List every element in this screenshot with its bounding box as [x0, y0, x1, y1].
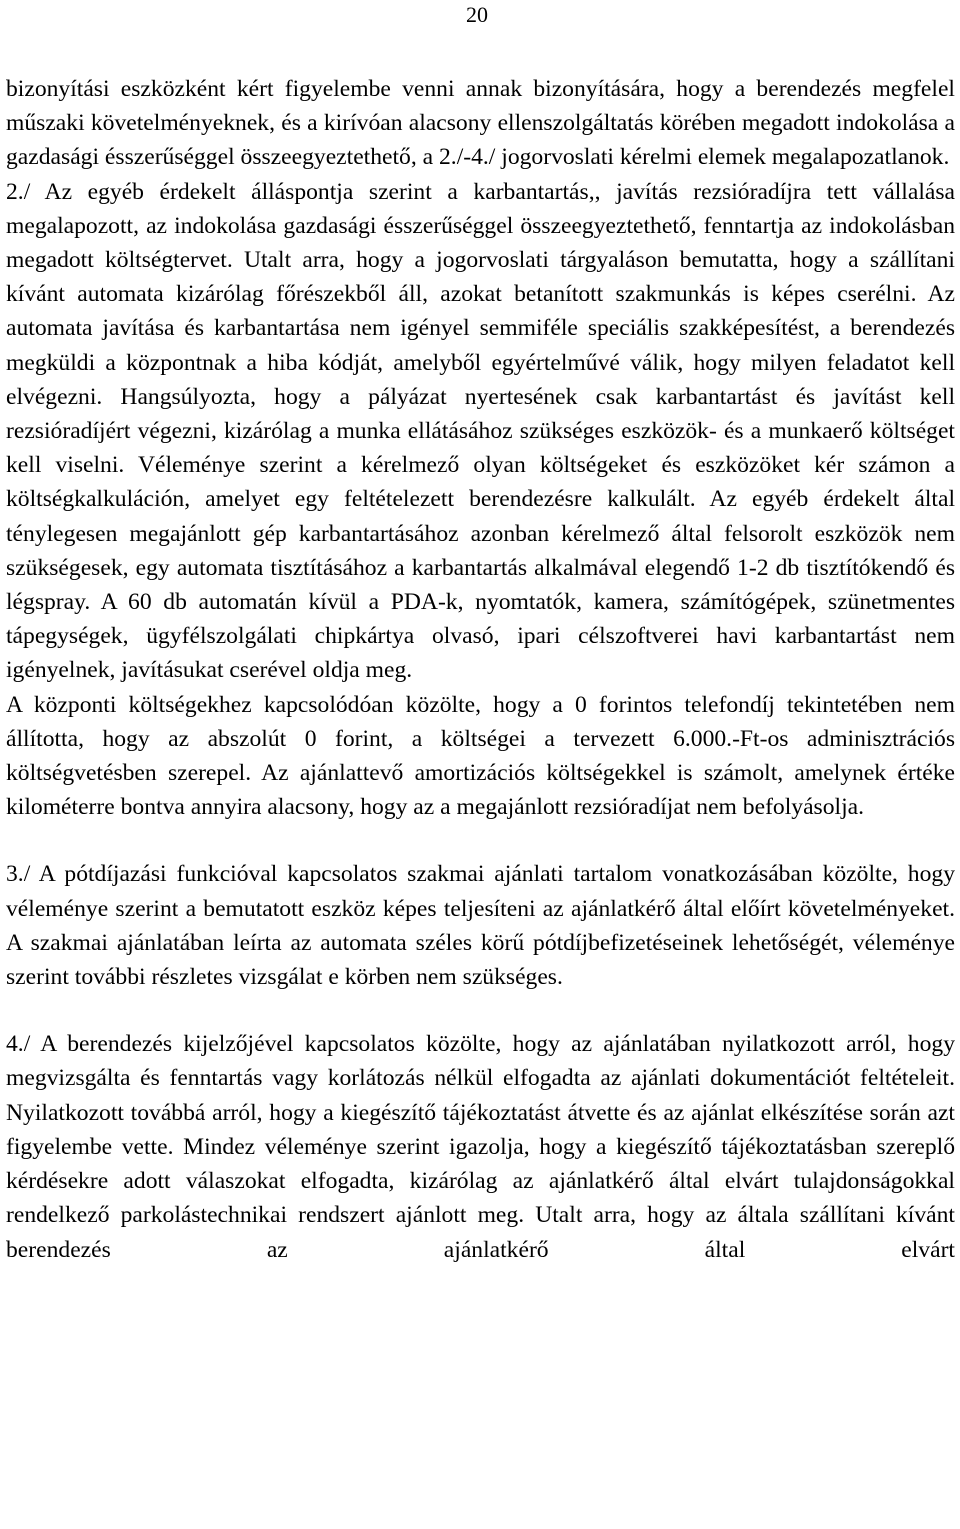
paragraph-3: A központi költségekhez kapcsolódóan közölte, hogy a 0 forintos telefondíj tekintetében nem állította, hogy az abszolút 0 forint, a költségei a tervezett 6.000.-Ft-os adminisztrációs költségvetésben szerepel. Az ajánlattevő amortizációs költségekkel is számolt, amelynek értéke kilométerre bontva annyira alacsony, hogy az a megajánlott rezsióradíjat nem befolyásolja. — [6, 691, 955, 821]
page-number: 20 — [466, 2, 488, 27]
paragraph-4: 3./ A pótdíjazási funkcióval kapcsolatos szakmai ajánlati tartalom vonatkozásában közölte, hogy véleménye szerint a bemutatott eszköz képes teljesíteni az ajánlatkérő által előírt követelményeket. A szakmai ajánlatában leírta az automata széles körű pótdíjbefizetéseinek lehetőségét, véleménye szerint további részletes vizsgálat e körben nem szükséges. — [6, 861, 955, 991]
paragraph-gap — [6, 824, 955, 857]
paragraph-2: 2./ Az egyéb érdekelt álláspontja szerint a karbantartás,, javítás rezsióradíjra tett vállalása megalapozott, az indokolása gazdasági ésszerűséggel összeegyeztethető, fenntartja az indokolásban megadott költségtervet. Utalt arra, hogy a jogorvoslati tárgyaláson bemutatta, hogy a szállítani kívánt automata kizárólag főrészekből áll, azokat betanított szakmunkás is képes cserélni. Az automata javítása és karbantartása nem igényel semmiféle speciális szakképesítést, a berendezés megküldi a központnak a hiba kódját, amelyből egyértelművé válik, hogy milyen feladatot kell elvégezni. Hangsúlyozta, hogy a pályázat nyertesének csak karbantartást és javítást kell rezsióradíjért végezni, kizárólag a munka ellátásához szükséges eszközök- és a munkaerő költséget kell viselni. Véleménye szerint a kérelmező olyan költségeket és eszközöket kér számon a költségkalkuláción, amelyet egy feltételezett berendezésre kalkulált. Az egyéb érdekelt által ténylegesen megajánlott gép karbantartásához azonban kérelmező által felsorolt eszközök nem szükségesek, egy automata tisztításához a karbantartás alkalmával elegendő 1-2 db tisztítókendő és légspray. A 60 db automatán kívül a PDA-k, nyomtatók, kamera, számítógépek, szünetmentes tápegységek, ügyfélszolgálati chipkártya olvasó, ipari célszoftverei havi karbantartást nem igényelnek, javításukat cserével oldja meg. — [6, 178, 955, 684]
document-body — [6, 72, 955, 1267]
paragraph-1: bizonyítási eszközként kért figyelembe venni annak bizonyítására, hogy a berendezés megfelel műszaki követelményeknek, és a kirívóan alacsony ellenszolgáltatás körében megadott indokolása a gazdasági ésszerűséggel összeegyeztethető, a 2./-4./ jogorvoslati kérelmi elemek megalapozatlanok. — [6, 76, 955, 171]
paragraph-5: 4./ A berendezés kijelzőjével kapcsolatos közölte, hogy az ajánlatában nyilatkozott arról, hogy megvizsgálta és fenntartás vagy korlátozás nélkül elfogadta az ajánlati dokumentációt feltételeit. Nyilatkozott továbbá arról, hogy a kiegészítő tájékoztatást átvette és az ajánlat elkészítése során azt figyelembe vette. Mindez véleménye szerint igazolja, hogy a kiegészítő tájékoztatásban szereplő kérdésekre adott válaszokat elfogadta, kizárólag az ajánlatkérő által elvárt tulajdonságokkal rendelkező parkolástechnikai rendszert ajánlott meg. Utalt arra, hogy az általa szállítani kívánt berendezés az ajánlatkérő által elvárt — [6, 1031, 955, 1263]
paragraph-gap — [6, 994, 955, 1027]
